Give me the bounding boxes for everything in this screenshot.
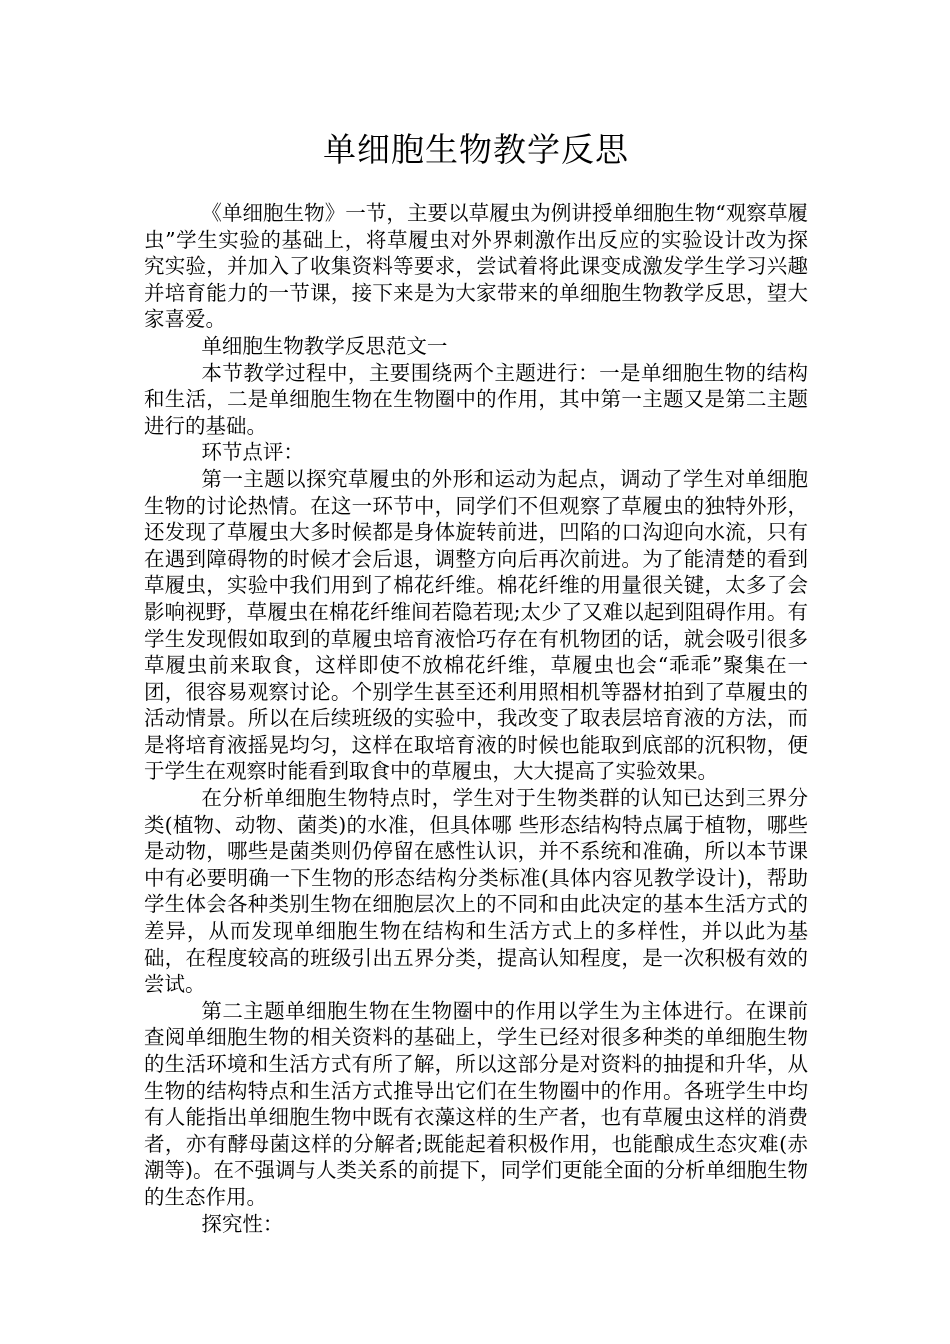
document-page — [144, 0, 808, 1237]
document-body — [144, 200, 808, 1237]
paragraph-overview: 本节教学过程中，主要围绕两个主题进行：一是单细胞生物的结构和生活，二是单细胞生物在生物圈中的作用，其中第一主题又是第二主题进行的基础。 — [144, 360, 808, 438]
paragraph-sample-heading: 单细胞生物教学反思范文一 — [201, 333, 448, 358]
document-title: 单细胞生物教学反思 — [323, 130, 629, 169]
paragraph-second-theme: 第二主题单细胞生物在生物圈中的作用以学生为主体进行。在课前查阅单细胞生物的相关资料的基础上，学生已经对很多种类的单细胞生物的生活环境和生活方式有所了解，所以这部分是对资料的抽提和升华，从生物的结构特点和生活方式推导出它们在生物圈中的作用。各班学生中均有人能指出单细胞生物中既有衣藻这样的生产者，也有草履虫这样的消费者，亦有酵母菌这样的分解者;既能起着积极作用，也能酿成生态灾难(赤潮等)。在不强调与人类关系的前提下，同学们更能全面的分析单细胞生物的生态作用。 — [144, 998, 808, 1209]
paragraph-classification: 在分析单细胞生物特点时，学生对于生物类群的认知已达到三界分类(植物、动物、菌类)的水准，但具体哪 些形态结构特点属于植物，哪些是动物，哪些是菌类则仍停留在感性认识，并不系统和准确，所以本节课中有必要明确一下生物的形态结构分类标准(具体内容见教学设计)，帮助学生体会各种类别生物在细胞层次上的不同和由此决定的基本生活方式的差异，从而发现单细胞生物在结构和生活方式上的多样性，并以此为基础，在程度较高的班级引出五界分类，提高认知程度，是一次积极有效的尝试。 — [144, 786, 808, 997]
paragraph-inquiry-heading: 探究性： — [201, 1211, 284, 1236]
paragraph-review-heading: 环节点评： — [201, 440, 304, 465]
paragraph-intro: 《单细胞生物》一节，主要以草履虫为例讲授单细胞生物“观察草履虫”学生实验的基础上，将草履虫对外界刺激作出反应的实验设计改为探究实验，并加入了收集资料等要求，尝试着将此课变成激发学生学习兴趣并培育能力的一节课，接下来是为大家带来的单细胞生物教学反思，望大家喜爱。 — [144, 201, 808, 332]
paragraph-first-theme: 第一主题以探究草履虫的外形和运动为起点，调动了学生对单细胞生物的讨论热情。在这一环节中，同学们不但观察了草履虫的独特外形，还发现了草履虫大多时候都是身体旋转前进，凹陷的口沟迎向水流，只有在遇到障碍物的时候才会后退，调整方向后再次前进。为了能清楚的看到草履虫，实验中我们用到了棉花纤维。棉花纤维的用量很关键，太多了会影响视野，草履虫在棉花纤维间若隐若现;太少了又难以起到阻碍作用。有学生发现假如取到的草履虫培育液恰巧存在有机物团的话，就会吸引很多草履虫前来取食，这样即使不放棉花纤维，草履虫也会“乖乖”聚集在一团，很容易观察讨论。个别学生甚至还利用照相机等器材拍到了草履虫的活动情景。所以在后续班级的实验中，我改变了取表层培育液的方法，而是将培育液摇晃均匀，这样在取培育液的时候也能取到底部的沉积物，便于学生在观察时能看到取食中的草履虫，大大提高了实验效果。 — [144, 466, 808, 784]
